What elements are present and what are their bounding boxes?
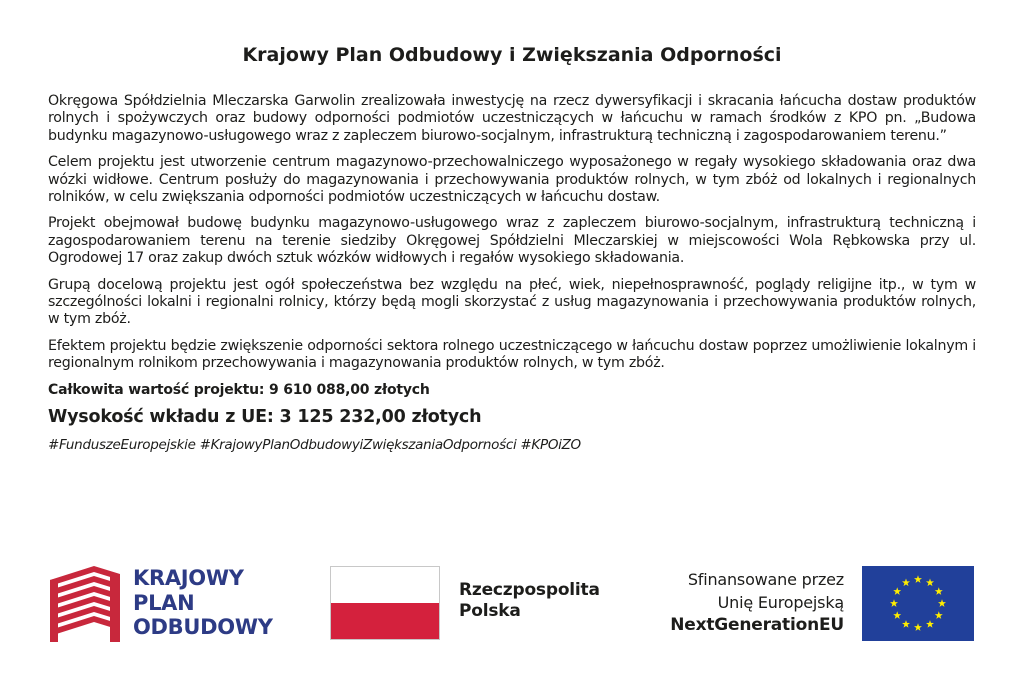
paragraph-scope: Projekt obejmował budowę budynku magazynowo-usługowego wraz z zapleczem biurowo-socjalnym, infrastrukturą techniczną i zagospodarowaniem terenu na terenie siedziby Okręgowej Spółdzielni Mleczarskiej w miejscowości Wola Rębkowska przy ul. Ogrodowej 17 oraz zakup dwóch sztuk wózków widłowych i regałów wysokiego składowania. [48, 215, 976, 267]
kpo-wordmark [133, 566, 273, 640]
eu-flag-icon [862, 566, 974, 641]
kpo-line-1: KRAJOWY [133, 566, 244, 590]
rp-line-1: Rzeczpospolita [459, 580, 600, 600]
eu-line-3: NextGenerationEU [670, 615, 844, 635]
poland-flag-icon [330, 566, 440, 640]
total-value: Całkowita wartość projektu: 9 610 088,00 złotych [48, 381, 430, 398]
eu-funding-text [670, 568, 844, 637]
kpo-logo [50, 566, 295, 642]
paragraph-target-group: Grupą docelową projektu jest ogół społeczeństwa bez względu na płeć, wiek, niepełnosprawność, poglądy religijne itp., w tym w szczególności lokalni i regionalni rolnicy, którzy będą mogli skorzystać z usług magazynowania i przechowywania produktów rolnych, w tym zbóż. [48, 276, 976, 328]
eu-line-2: Unię Europejską [717, 593, 844, 612]
kpo-line-3: ODBUDOWY [133, 615, 273, 639]
rp-wordmark [459, 580, 600, 622]
hashtags: #FunduszeEuropejskie #KrajowyPlanOdbudowyiZwiększaniaOdporności #KPOiZO [48, 436, 581, 453]
paragraph-goal: Celem projektu jest utworzenie centrum magazynowo-przechowalniczego wyposażonego w regały wysokiego składowania oraz dwa wózki widłowe. Centrum posłuży do magazynowania i przechowywania produktów rolnych, w tym zbóż od lokalnych i regionalnych rolników, w celu zwiększania odporności podmiotów uczestniczących w łańcuchu dostaw. [48, 154, 976, 206]
paragraph-effect: Efektem projektu będzie zwiększenie odporności sektora rolnego uczestniczącego w łańcuchu dostaw poprzez umożliwienie lokalnym i regionalnym rolnikom przechowywania i magazynowania produktów rolnych, w tym zbóż. [48, 337, 976, 372]
eu-line-1: Sfinansowane przez [687, 570, 844, 589]
kpo-line-2: PLAN [133, 590, 195, 615]
page-title: Krajowy Plan Odbudowy i Zwiększania Odporności [242, 44, 782, 66]
kpo-mark-icon [50, 566, 120, 642]
eu-contribution: Wysokość wkładu z UE: 3 125 232,00 złotych [48, 406, 482, 427]
paragraph-investment: Okręgowa Spółdzielnia Mleczarska Garwolin zrealizowała inwestycję na rzecz dywersyfikacji i skracania łańcucha dostaw produktów rolnych i spożywczych oraz budowy odporności podmiotów uczestniczących w łańcuchu w ramach środków z KPO pn. „Budowa budynku magazynowo-usługowego wraz z zapleczem biurowo-socjalnym, infrastrukturą techniczną i zagospodarowaniem terenu.” [48, 93, 976, 144]
content-body [48, 93, 976, 453]
rp-line-2: Polska [459, 601, 521, 621]
